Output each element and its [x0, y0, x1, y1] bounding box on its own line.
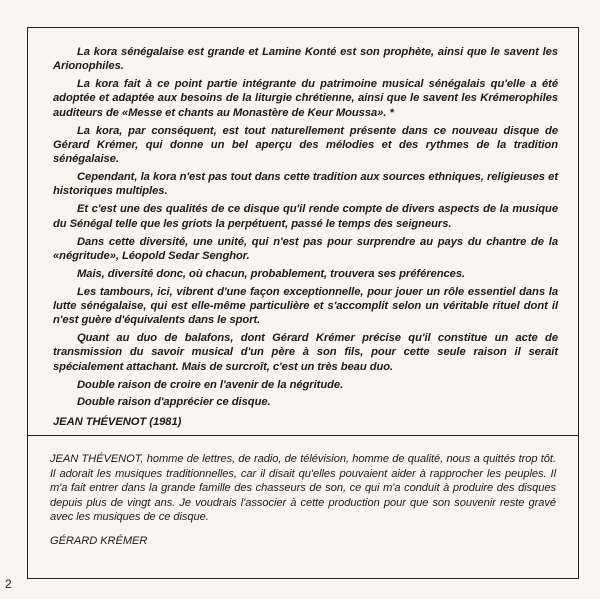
paragraph: Cependant, la kora n'est pas tout dans cette tradition aux sources ethniques, religieuses et historiques multiples. — [53, 171, 558, 198]
paragraph: Quant au duo de balafons, dont Gérard Krémer précise qu'il constitue un acte de transmission du savoir musical d'un père à son fils, pour cette seule raison il serait spécialement attachant. Mais de surcroît, c'est un très beau duo. — [53, 332, 558, 373]
paragraph: Double raison d'apprécier ce disque. — [77, 396, 271, 409]
tribute-paragraph: JEAN THÉVENOT, homme de lettres, de radio, de télévision, homme de qualité, nous a quittés trop tôt. Il adorait les musiques traditionnelles, car il disait qu'elles pouvaient aider à rapprocher les peuples. Il m'a fait entrer dans la grande famille des chasseurs de son, ce qui m'a conduit à produire des disques depuis plus de vingt ans. Je voudrais l'associer à cette production pour que son souvenir reste gravé avec les musiques de ce disque. — [50, 453, 556, 524]
tribute-section — [50, 452, 556, 549]
paragraph: La kora fait à ce point partie intégrante du patrimoine musical sénégalais qu'elle a été adoptée et adaptée aux besoins de la liturgie chrétienne, ainsi que le savent les Krémerophiles auditeurs de «Messe et chants au Monastère de Keur Moussa». * — [53, 78, 558, 119]
page-number: 2 — [5, 577, 12, 591]
paragraph: Mais, diversité donc, où chacun, probablement, trouvera ses préférences. — [77, 267, 466, 280]
liner-notes-main — [53, 45, 558, 433]
tribute-signature: GÉRARD KRÉMER — [50, 534, 148, 547]
paragraph: Dans cette diversité, une unité, qui n'est pas pour surprendre au pays du chantre de la «négritude», Léopold Sedar Senghor. — [53, 235, 558, 262]
section-divider — [28, 435, 578, 436]
author-signature: JEAN THÉVENOT (1981) — [53, 415, 182, 428]
paragraph: La kora sénégalaise est grande et Lamine Konté est son prophète, ainsi que le savent les Arionophiles. — [53, 46, 558, 73]
paragraph: Les tambours, ici, vibrent d'une façon exceptionnelle, pour jouer un rôle essentiel dans la lutte sénégalaise, qui est elle-même particulière et s'accomplit selon un véritable rituel dont il n'est guère d'équivalents dans le sport. — [53, 285, 558, 327]
paragraph: Double raison de croire en l'avenir de la négritude. — [77, 378, 344, 391]
paragraph: La kora, par conséquent, est tout naturellement présente dans ce nouveau disque de Gérard Krémer, qui donne un bel aperçu des mélodies et des rythmes de la tradition sénégalaise. — [53, 124, 558, 166]
paragraph: Et c'est une des qualités de ce disque qu'il rende compte de divers aspects de la musique du Sénégal telle que les griots la perpétuent, passé le temps des seigneurs. — [53, 203, 558, 230]
